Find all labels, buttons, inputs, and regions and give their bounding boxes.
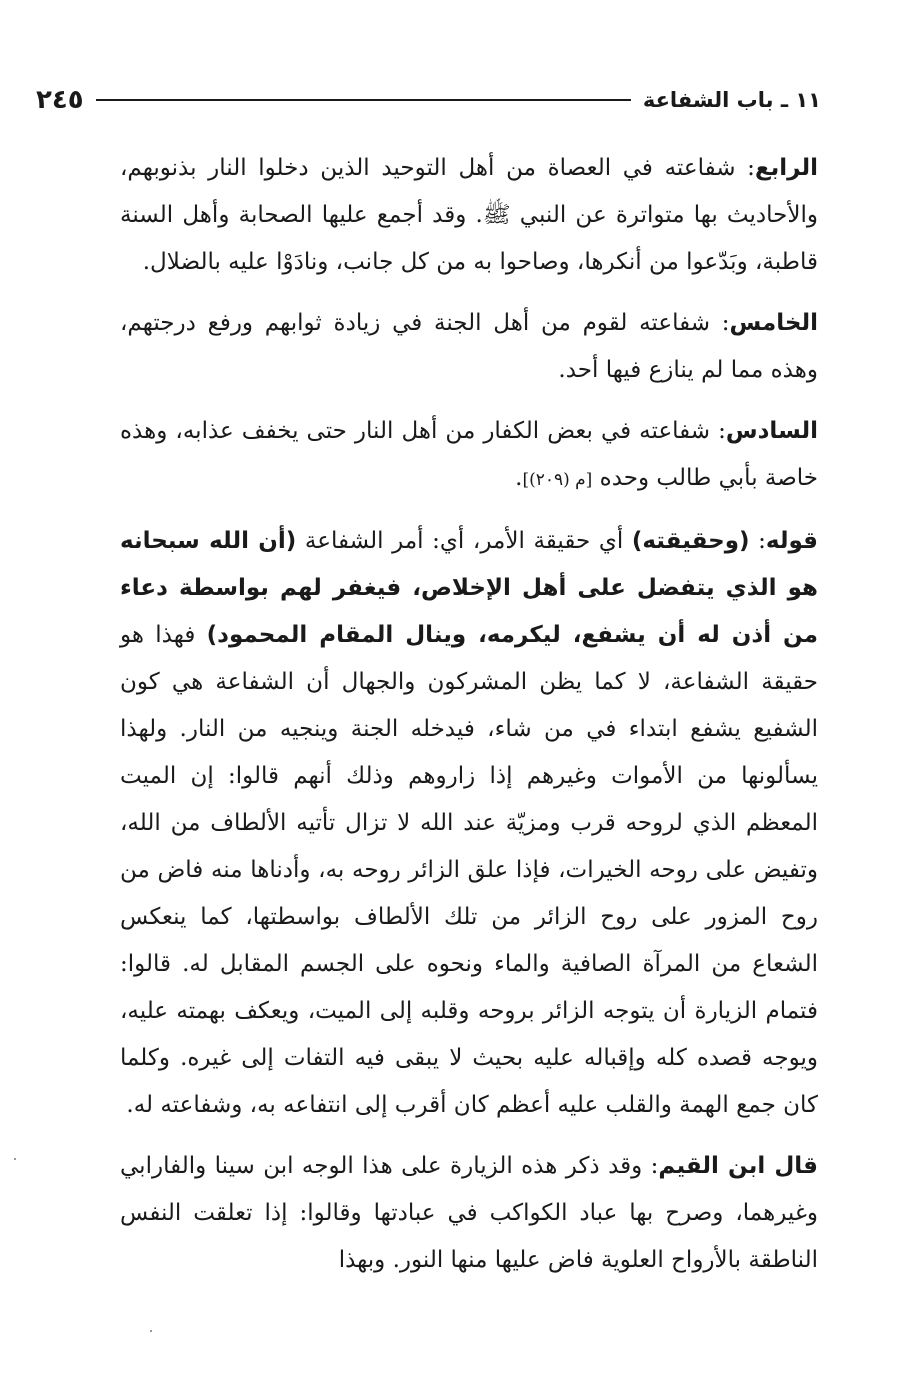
- paragraph-commentary: [120, 518, 818, 1129]
- running-header: [36, 80, 821, 120]
- page-number: ٢٤٥: [36, 85, 84, 115]
- paragraph-text: أي حقيقة الأمر، أي: أمر الشفاعة: [296, 528, 632, 554]
- paragraph-text: :: [749, 528, 766, 554]
- paragraph-lead-word: الرابع: [754, 155, 818, 181]
- paragraph-lead-word: قوله: [765, 528, 818, 554]
- paragraph-text: : وقد ذكر هذه الزيارة على هذا الوجه ابن سينا والفارابي وغيرهما، وصرح بها عباد الكواكب في عبادتها وقالوا: إذا تعلقت النفس الناطقة بالأرواح العلوية فاض عليها منها النور. وبهذا: [120, 1153, 818, 1273]
- paragraph-ibn-qayyim: [120, 1143, 818, 1284]
- paragraph-text: فهذا هو حقيقة الشفاعة، لا كما يظن المشركون والجهال أن الشفاعة هي كون الشفيع يشفع ابتداء في من شاء، فيدخله الجنة وينجيه من النار. ولهذا يسألونها من الأموات وغيرهم إذا زاروهم وذلك أنهم قالوا: إن الميت المعظم الذي لروحه قرب ومزيّة عند الله لا تزال تأتيه الألطاف من الله، وتفيض على روحه الخيرات، فإذا علق الزائر روحه به، وأدناها منه فاض من روح المزور على روح الزائر من تلك الألطاف بواسطتها، كما ينعكس الشعاع من المرآة الصافية والماء ونحوه على الجسم المقابل له. قالوا: فتمام الزيارة أن يتوجه الزائر بروحه وقلبه إلى الميت، ويعكف بهمته عليه، ويوجه قصده كله وإقباله عليه بحيث لا يبقى فيه التفات إلى غيره. وكلما كان جمع الهمة والقلب عليه أعظم كان أقرب إلى انتفاعه به، وشفاعته له.: [120, 622, 818, 1118]
- paragraph-lead-word: قال ابن القيم: [658, 1153, 818, 1179]
- paragraph-sixth: [120, 408, 818, 504]
- paragraph-fourth: [120, 145, 818, 286]
- page-body: [120, 145, 818, 1298]
- quoted-matn: (وحقيقته): [631, 528, 750, 554]
- paragraph-text: : شفاعته لقوم من أهل الجنة في زيادة ثوابهم ورفع درجتهم، وهذه مما لم ينازع فيها أحد.: [120, 310, 818, 383]
- paragraph-lead-word: السادس: [725, 418, 818, 444]
- hadith-reference: [م (٢٠٩)]: [522, 470, 593, 490]
- paragraph-text: : شفاعته في بعض الكفار من أهل النار حتى يخفف عذابه، وهذه خاصة بأبي طالب وحده: [120, 418, 818, 491]
- chapter-title: ١١ ـ باب الشفاعة: [642, 88, 821, 112]
- paragraph-text-end: .: [515, 465, 523, 491]
- header-rule: [96, 99, 631, 101]
- paragraph-fifth: [120, 300, 818, 394]
- scan-speck: [150, 1330, 152, 1332]
- paragraph-lead-word: الخامس: [729, 310, 818, 336]
- scan-speck: [14, 1158, 16, 1160]
- quoted-matn: (أن الله سبحانه هو الذي يتفضل على أهل الإخلاص، فيغفر لهم بواسطة دعاء من أذن له أن يشفع، ليكرمه، وينال المقام المحمود): [120, 528, 818, 648]
- paragraph-text: : شفاعته في العصاة من أهل التوحيد الذين دخلوا النار بذنوبهم، والأحاديث بها متواترة عن النبي ﷺ. وقد أجمع عليها الصحابة وأهل السنة قاطبة، وبَدّعوا من أنكرها، وصاحوا به من كل جانب، ونادَوْا عليه بالضلال.: [120, 155, 818, 275]
